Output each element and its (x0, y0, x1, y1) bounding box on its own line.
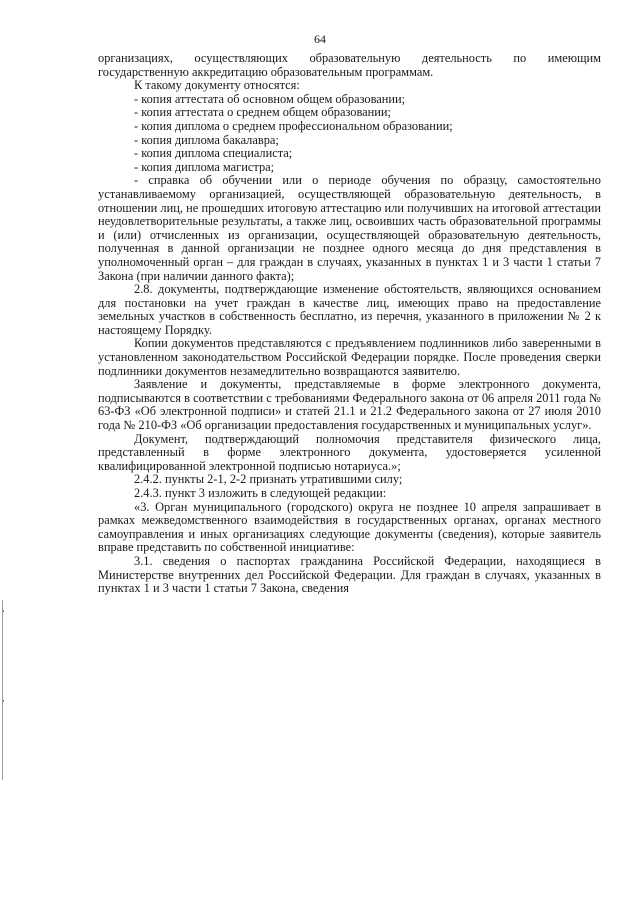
scan-speck (2, 610, 4, 612)
list-item: - копия диплома о среднем профессиональном образовании; (134, 118, 453, 133)
paragraph: 2.4.2. пункты 2-1, 2-2 признать утратившими силу; (134, 472, 403, 487)
list-item: - копия диплома специалиста; (134, 146, 293, 161)
paragraph: Документ, подтверждающий полномочия представителя физического лица, представленный в форме электронного документа, удостоверяется усиленной квалифицированной электронной подписью нотариуса.»; (98, 431, 601, 473)
paragraph: К такому документу относятся: (134, 78, 300, 93)
paragraph: «3. Орган муниципального (городского) округа не позднее 10 апреля запрашивает в рамках межведомственного взаимодействия в государственных органах, органах местного самоуправления и иных организациях следующие документы (сведения), которые заявитель вправе представить по собственной инициативе: (98, 499, 601, 555)
scan-speck (2, 700, 4, 702)
paragraph: 2.8. документы, подтверждающие изменение обстоятельств, являющихся основанием для постановки на учет граждан в качестве лиц, имеющих право на предоставление земельных участков в собственность бесплатно, из перечня, указанного в приложении № 2 к настоящему Порядку. (98, 282, 601, 337)
list-item: - копия аттестата о среднем общем образовании; (134, 105, 392, 120)
document-body (98, 52, 601, 596)
list-item: - копия диплома магистра; (134, 159, 275, 174)
paragraph: - справка об обучении или о периоде обучения по образцу, самостоятельно устанавливаемому организацией, осуществляющей образовательную деятельность, в отношении лиц, не прошедших итоговую аттестацию или получивших на итоговой аттестации неудовлетворительные результаты, а также лиц, освоивших часть образовательной программы и (или) отчисленных из организации, осуществляющей образовательную деятельность, полученная в данной организации не позднее одного месяца до дня представления в уполномоченный орган – для граждан в случаях, указанных в пунктах 1 и 3 части 1 статьи 7 Закона (при наличии данного факта); (98, 173, 601, 283)
list-item: - копия диплома бакалавра; (134, 132, 279, 147)
paragraph: Копии документов представляются с предъявлением подлинников либо заверенными в установленном законодательством Российской Федерации порядке. После проведения сверки подлинники документов незамедлительно возвращаются заявителю. (98, 336, 601, 378)
paragraph: 3.1. сведения о паспортах гражданина Российской Федерации, находящиеся в Министерстве внутренних дел Российской Федерации. Для граждан в случаях, указанных в пунктах 1 и 3 части 1 статьи 7 Закона, сведения (98, 553, 601, 596)
paragraph: Заявление и документы, представляемые в форме электронного документа, подписываются в соответствии с требованиями Федерального закона от 06 апреля 2011 года № 63-ФЗ «Об электронной подписи» и статей 21.1 и 21.2 Федерального закона от 27 июля 2010 года № 210-ФЗ «Об организации предоставления государственных и муниципальных услуг». (98, 377, 601, 433)
paragraph: организациях, осуществляющих образовательную деятельность по имеющим государственную аккредитацию образовательным программам. (98, 51, 601, 79)
page-number: 64 (314, 32, 326, 46)
scan-binding-edge (2, 600, 3, 780)
paragraph: 2.4.3. пункт 3 изложить в следующей редакции: (134, 486, 387, 500)
list-item: - копия аттестата об основном общем образовании; (134, 91, 406, 106)
